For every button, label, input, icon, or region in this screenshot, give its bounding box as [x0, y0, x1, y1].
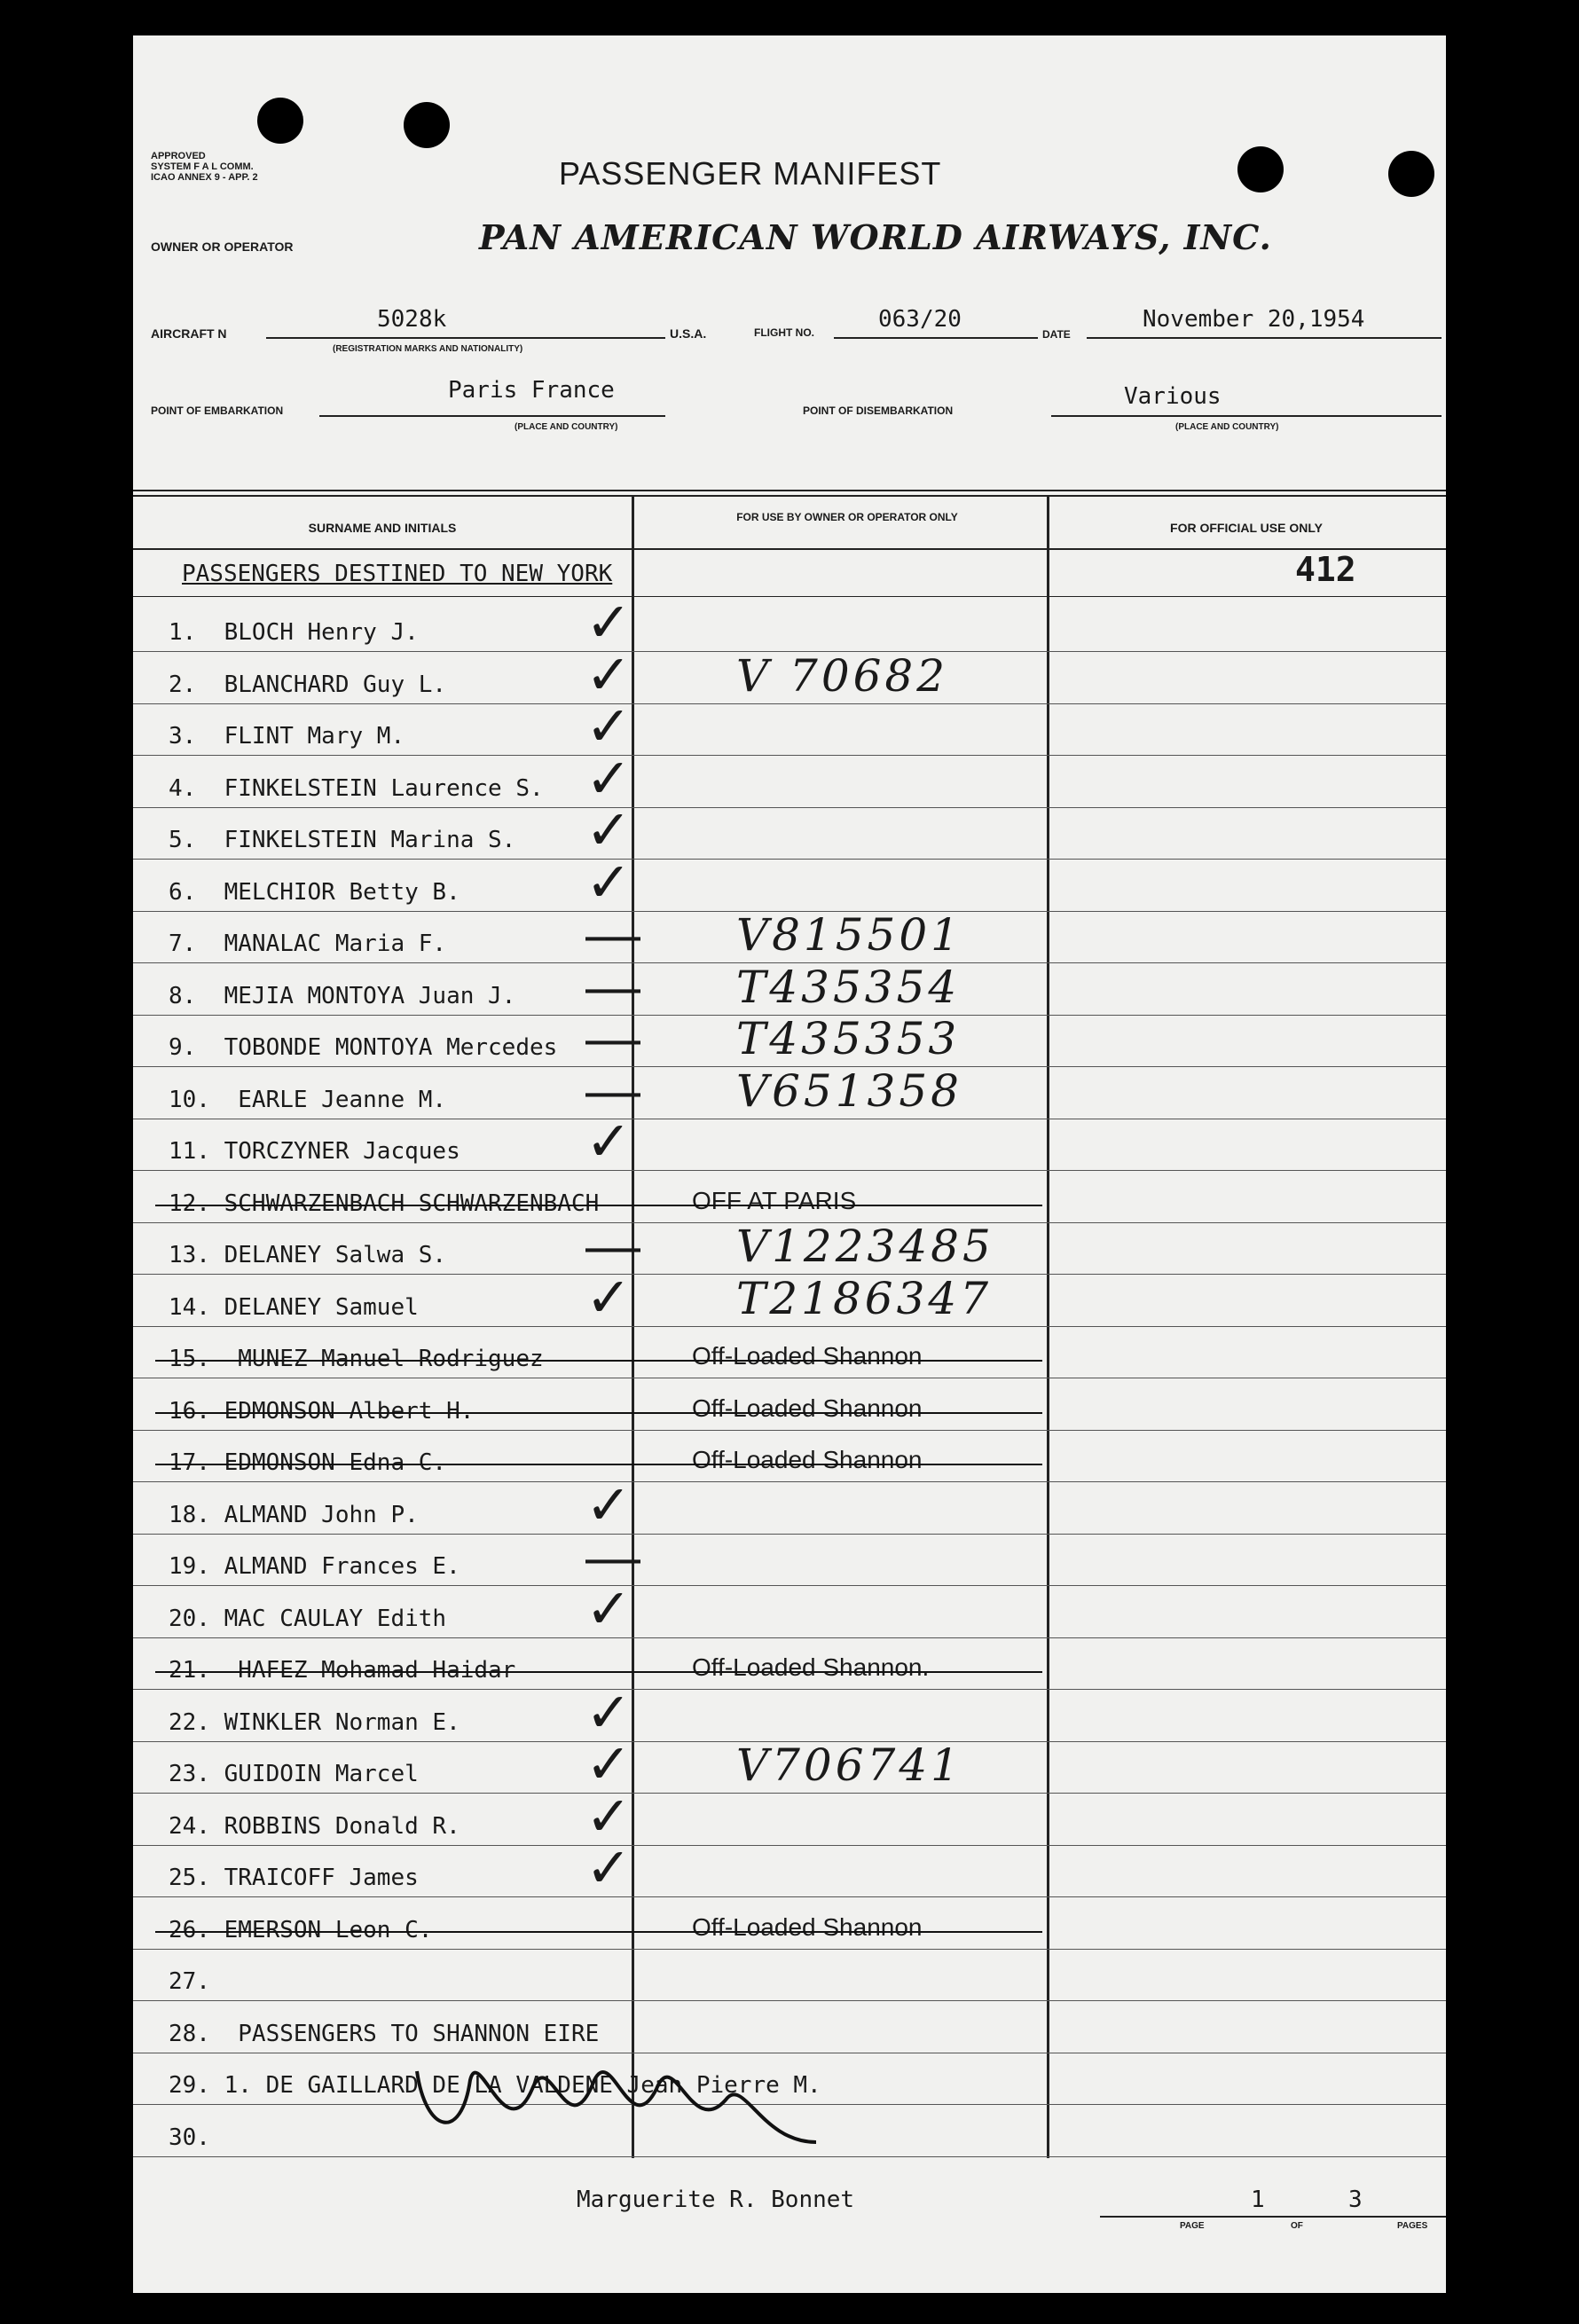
document-number: V 70682 [736, 649, 949, 702]
punch-hole [1388, 151, 1434, 197]
passenger-name: 10. EARLE Jeanne M. [169, 1086, 447, 1113]
passenger-name: 20. MAC CAULAY Edith [169, 1605, 447, 1632]
flight-value: 063/20 [878, 306, 962, 333]
strike-line [155, 1205, 1042, 1206]
flight-underline [834, 337, 1038, 339]
check-mark: — [585, 1215, 640, 1276]
table-row [133, 1430, 1446, 1482]
check-mark: — [585, 904, 640, 965]
passenger-name: 9. TOBONDE MONTOYA Mercedes [169, 1034, 558, 1061]
passenger-name: 8. MEJIA MONTOYA Juan J. [169, 982, 516, 1009]
table-row [133, 1474, 1446, 1536]
table-row [133, 644, 1446, 706]
table-row [133, 1734, 1446, 1795]
embark-label: POINT OF EMBARKATION [151, 404, 284, 417]
table-row [133, 1897, 1446, 1950]
table-row [133, 1949, 1446, 2001]
document-number: V1223485 [736, 1221, 994, 1272]
document-number: T435353 [736, 1013, 961, 1064]
passenger-name: 4. FINKELSTEIN Laurence S. [169, 774, 544, 802]
page-label: PAGE [1180, 2221, 1205, 2231]
table-row [133, 955, 1446, 1017]
section-heading: PASSENGERS DESTINED TO NEW YORK [182, 561, 613, 587]
table-row [133, 904, 1446, 965]
passenger-name: 2. BLANCHARD Guy L. [169, 671, 447, 698]
passenger-name: 13. DELANEY Salwa S. [169, 1242, 447, 1268]
date-underline [1087, 337, 1442, 339]
status-note: Off-Loaded Shannon [692, 1394, 923, 1422]
table-row [133, 800, 1446, 861]
check-mark: ✓ [585, 1838, 632, 1899]
table-row [133, 1527, 1446, 1588]
check-mark: ✓ [585, 696, 632, 758]
table-row [133, 852, 1446, 914]
approval-line: APPROVED [151, 151, 206, 161]
page-title: PASSENGER MANIFEST [559, 155, 942, 192]
passenger-name: 28. PASSENGERS TO SHANNON EIRE [169, 2020, 600, 2047]
disembark-value: Various [1124, 383, 1222, 410]
status-note: Off-Loaded Shannon. [692, 1653, 930, 1681]
approval-line: SYSTEM F A L COMM. [151, 161, 254, 172]
table-row [133, 1215, 1446, 1276]
aircraft-sub-label: (REGISTRATION MARKS AND NATIONALITY) [333, 344, 523, 354]
status-note: Off-Loaded Shannon [692, 1342, 923, 1370]
pages-label: PAGES [1397, 2221, 1428, 2231]
punch-hole [1237, 146, 1284, 192]
passenger-name: 5. FINKELSTEIN Marina S. [169, 827, 516, 853]
scribble-mark [408, 2027, 958, 2151]
check-mark: ✓ [585, 593, 632, 654]
passenger-name: 6. MELCHIOR Betty B. [169, 878, 460, 906]
table-top-rule [133, 495, 1446, 497]
signer-name: Marguerite R. Bonnet [577, 2187, 855, 2213]
section-rule [133, 596, 1446, 597]
disembark-underline [1051, 415, 1442, 417]
surname-column-header: SURNAME AND INITIALS [308, 521, 457, 535]
passenger-name: 18. ALMAND John P. [169, 1501, 419, 1528]
check-mark: ✓ [585, 748, 632, 810]
table-row [133, 1171, 1446, 1223]
table-row [133, 593, 1446, 654]
document-number: V706741 [736, 1739, 962, 1791]
flight-label: FLIGHT NO. [754, 326, 814, 339]
status-note: Off-Loaded Shannon [692, 1446, 923, 1473]
table-row [133, 1059, 1446, 1121]
strike-line [155, 1671, 1042, 1673]
passenger-name: 25. TRAICOFF James [169, 1865, 419, 1891]
embark-sub-label: (PLACE AND COUNTRY) [515, 422, 618, 432]
table-row [133, 1008, 1446, 1069]
status-note: Off-Loaded Shannon [692, 1912, 923, 1941]
strike-line [155, 1360, 1042, 1362]
check-mark: — [585, 955, 640, 1017]
page-number: 1 [1251, 2187, 1265, 2213]
strike-line [155, 1464, 1042, 1465]
footer-underline [1100, 2216, 1446, 2218]
table-top-rule [133, 490, 1446, 491]
passenger-name: 12. SCHWARZENBACH SCHWARZENBACH [169, 1189, 600, 1217]
table-row [133, 1326, 1446, 1378]
official-column-header: FOR OFFICIAL USE ONLY [1170, 521, 1323, 535]
punch-hole [257, 98, 303, 144]
check-mark: ✓ [585, 1267, 632, 1329]
check-mark: ✓ [585, 1578, 632, 1640]
check-mark: ✓ [585, 1682, 632, 1744]
passenger-name: 3. FLINT Mary M. [169, 723, 405, 750]
table-row [133, 1378, 1446, 1431]
passenger-name: 16. EDMONSON Albert H. [169, 1397, 475, 1425]
header-rule [133, 548, 1446, 550]
check-mark: ✓ [585, 1111, 632, 1173]
check-mark: ✓ [585, 800, 632, 861]
document-number: T2186347 [736, 1272, 993, 1324]
passenger-name: 29. 1. DE GAILLARD DE LA VALDENE Jean Pierre M. [169, 2072, 821, 2099]
check-mark: — [585, 1059, 640, 1121]
embark-underline [319, 415, 665, 417]
operator-name: PAN AMERICAN WORLD AIRWAYS, INC. [479, 217, 1272, 257]
aircraft-label: AIRCRAFT N [151, 326, 227, 341]
check-mark: ✓ [585, 1734, 632, 1795]
passenger-name: 14. DELANEY Samuel [169, 1293, 419, 1321]
date-value: November 20,1954 [1143, 306, 1365, 333]
passenger-name: 27. [169, 1968, 210, 1995]
document-number: V815501 [736, 909, 962, 961]
strike-line [155, 1412, 1042, 1414]
owner-column-header: FOR USE BY OWNER OR OPERATOR ONLY [736, 511, 958, 523]
passenger-name: 23. GUIDOIN Marcel [169, 1761, 419, 1787]
embark-value: Paris France [448, 377, 615, 404]
table-row [133, 696, 1446, 758]
passenger-name: 15. MUNEZ Manuel Rodriguez [169, 1346, 544, 1372]
table-row [133, 1786, 1446, 1848]
approval-line: ICAO ANNEX 9 - APP. 2 [151, 172, 258, 183]
table-row [133, 748, 1446, 810]
check-mark: ✓ [585, 1786, 632, 1848]
table-row [133, 1578, 1446, 1640]
table-row [133, 1267, 1446, 1329]
date-label: DATE [1042, 328, 1071, 341]
aircraft-value: 5028k [377, 306, 447, 333]
passenger-name: 26. EMERSON Leon C. [169, 1916, 433, 1943]
approval-note [151, 151, 258, 183]
document-number: V651358 [736, 1064, 962, 1117]
passenger-name: 30. [169, 2124, 210, 2151]
passenger-name: 1. BLOCH Henry J. [169, 619, 419, 646]
check-mark: — [585, 1527, 640, 1588]
passenger-name: 21. HAFEZ Mohamad Haidar [169, 1657, 516, 1684]
status-note: OFF AT PARIS [692, 1186, 857, 1214]
passenger-name: 7. MANALAC Maria F. [169, 930, 447, 957]
disembark-sub-label: (PLACE AND COUNTRY) [1175, 422, 1279, 432]
passenger-name: 22. WINKLER Norman E. [169, 1708, 460, 1736]
check-mark: — [585, 1008, 640, 1069]
owner-label: OWNER OR OPERATOR [151, 239, 294, 254]
official-number: 412 [1295, 550, 1356, 589]
passenger-name: 11. TORCZYNER Jacques [169, 1138, 460, 1165]
manifest-paper [133, 35, 1446, 2293]
usa-label: U.S.A. [670, 326, 707, 341]
strike-line [155, 1931, 1042, 1933]
passenger-name: 17. EDMONSON Edna C. [169, 1449, 447, 1476]
table-row [133, 1637, 1446, 1690]
passenger-name: 24. ROBBINS Donald R. [169, 1812, 460, 1840]
page-total: 3 [1348, 2187, 1363, 2213]
document-number: T435354 [736, 961, 961, 1013]
check-mark: ✓ [585, 1474, 632, 1536]
of-label: OF [1291, 2221, 1303, 2231]
punch-hole [404, 102, 450, 148]
passenger-name: 19. ALMAND Frances E. [169, 1553, 460, 1580]
table-row [133, 1682, 1446, 1744]
table-row [133, 1838, 1446, 1899]
check-mark: ✓ [585, 852, 632, 914]
aircraft-underline [266, 337, 665, 339]
check-mark: ✓ [585, 644, 632, 706]
table-row [133, 1111, 1446, 1173]
disembark-label: POINT OF DISEMBARKATION [803, 404, 954, 417]
